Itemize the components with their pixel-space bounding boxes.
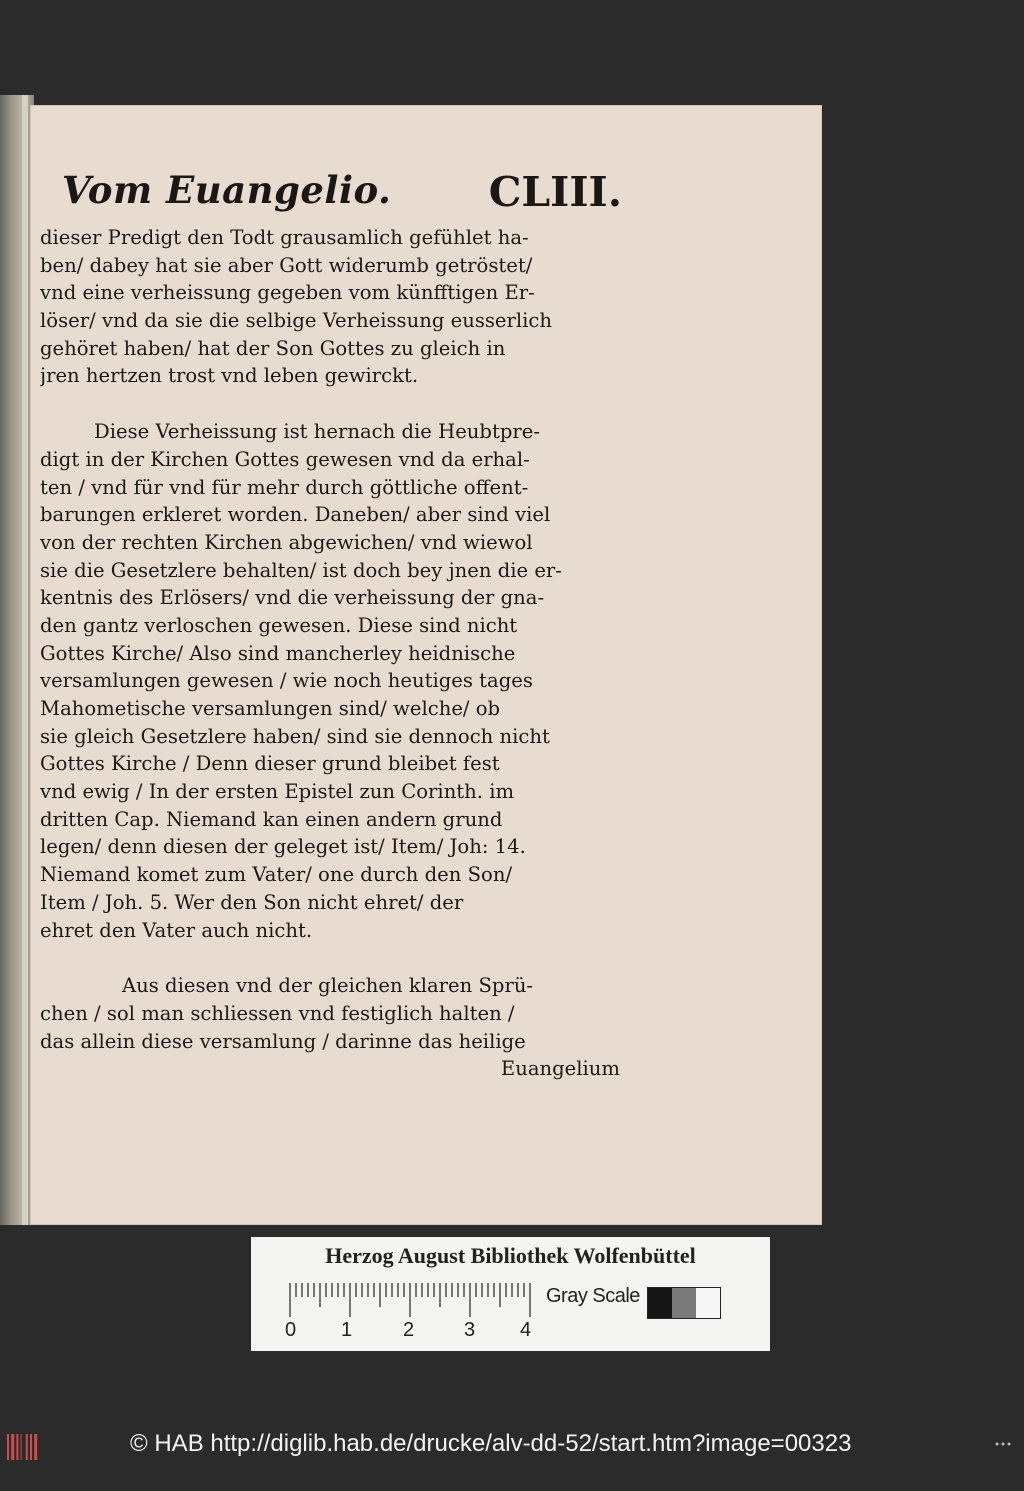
text-line: sie die Gesetzlere behalten/ ist doch bey jnen die er- bbox=[40, 558, 562, 582]
library-name: Herzog August Bibliothek Wolfenbüttel bbox=[325, 1243, 696, 1268]
barcode-bar bbox=[21, 1434, 22, 1460]
text-line: vnd eine verheissung gegeben vom künfftigen Er- bbox=[40, 281, 535, 305]
text-line: vnd ewig / In der ersten Epistel zun Corinth. im bbox=[40, 780, 515, 804]
barcode-bar bbox=[34, 1434, 37, 1460]
barcode-bar bbox=[11, 1434, 14, 1460]
text-line: Niemand komet zum Vater/ one durch den Son/ bbox=[40, 863, 513, 887]
gray-swatch-dark bbox=[648, 1288, 672, 1318]
gray-scale-label: Gray Scale bbox=[546, 1285, 640, 1307]
text-line: jren hertzen trost vnd leben gewirckt. bbox=[40, 364, 419, 388]
text-line: dieser Predigt den Todt grausamlich gefühlet ha- bbox=[40, 226, 529, 249]
text-line: versamlungen gewesen / wie noch heutiges tages bbox=[40, 669, 533, 693]
ruler-scale bbox=[289, 1283, 539, 1319]
folio-number: CLIII. bbox=[488, 168, 622, 216]
copyright-text: © HAB http://diglib.hab.de/drucke/alv-dd-52/start.htm?image=00323 bbox=[130, 1430, 852, 1457]
color-calibration-card bbox=[251, 1237, 770, 1351]
ruler-numbers bbox=[285, 1319, 555, 1345]
barcode-bar bbox=[7, 1434, 9, 1460]
text-line: den gantz verloschen gewesen. Diese sind nicht bbox=[40, 613, 518, 637]
barcode-bar bbox=[16, 1434, 18, 1460]
text-line: barungen erkleret worden. Daneben/ aber sind viel bbox=[40, 503, 551, 527]
ruler-number: 3 bbox=[464, 1319, 476, 1341]
text-line: das allein diese versamlung / darinne das heilige bbox=[40, 1029, 526, 1053]
catchword: Euangelium bbox=[500, 1057, 620, 1081]
footer-bar bbox=[0, 1426, 1024, 1466]
text-line: Gottes Kirche / Denn dieser grund bleibet fest bbox=[40, 752, 500, 776]
text-line: ehret den Vater auch nicht. bbox=[40, 918, 313, 942]
text-line: legen/ denn diesen der geleget ist/ Item/ Joh: 14. bbox=[40, 835, 526, 859]
page-text bbox=[40, 224, 620, 1083]
ruler-number: 1 bbox=[341, 1319, 353, 1341]
gray-swatch-light bbox=[696, 1288, 720, 1318]
gray-scale-swatch bbox=[647, 1287, 721, 1319]
text-line: gehöret haben/ hat der Son Gottes zu gleich in bbox=[40, 336, 506, 360]
ruler-number: 0 bbox=[285, 1319, 297, 1341]
text-line: Item / Joh. 5. Wer den Son nicht ehret/ der bbox=[40, 890, 464, 914]
text-line: Mahometische versamlungen sind/ welche/ ob bbox=[40, 697, 501, 720]
text-line: von der rechten Kirchen abgewichen/ vnd wiewol bbox=[40, 530, 533, 554]
text-line: ben/ dabey hat sie aber Gott widerumb getröstet/ bbox=[40, 253, 533, 277]
text-line: digt in der Kirchen Gottes gewesen vnd da erhal- bbox=[40, 447, 530, 471]
page-header bbox=[62, 168, 622, 218]
ruler-number: 2 bbox=[403, 1319, 415, 1341]
text-line: chen / sol man schliessen vnd festiglich halten / bbox=[40, 1001, 515, 1025]
gray-swatch-mid bbox=[672, 1288, 696, 1318]
barcode-bar bbox=[30, 1434, 32, 1460]
page-edge-strip bbox=[22, 95, 28, 1225]
text-line: Aus diesen vnd der gleichen klaren Sprü- bbox=[122, 974, 534, 998]
text-line: Gottes Kirche/ Also sind mancherley heidnische bbox=[40, 641, 516, 665]
barcode-bar bbox=[26, 1434, 28, 1460]
text-line: kentnis des Erlösers/ vnd die verheissung der gna- bbox=[40, 586, 545, 610]
dots-icon bbox=[994, 1440, 1014, 1448]
running-title: Vom Euangelio. bbox=[62, 168, 392, 212]
adjacent-page-edge bbox=[0, 95, 34, 1225]
text-line: dritten Cap. Niemand kan einen andern grund bbox=[40, 807, 503, 831]
barcode-icon bbox=[6, 1432, 46, 1462]
text-line: sie gleich Gesetzlere haben/ sind sie dennoch nicht bbox=[40, 724, 550, 748]
text-line: ten / vnd für vnd für mehr durch göttliche offent- bbox=[40, 475, 529, 499]
ruler-number: 4 bbox=[520, 1319, 532, 1341]
text-line: Diese Verheissung ist hernach die Heubtpre- bbox=[94, 420, 540, 444]
text-line: löser/ vnd da sie die selbige Verheissung eusserlich bbox=[40, 309, 553, 333]
